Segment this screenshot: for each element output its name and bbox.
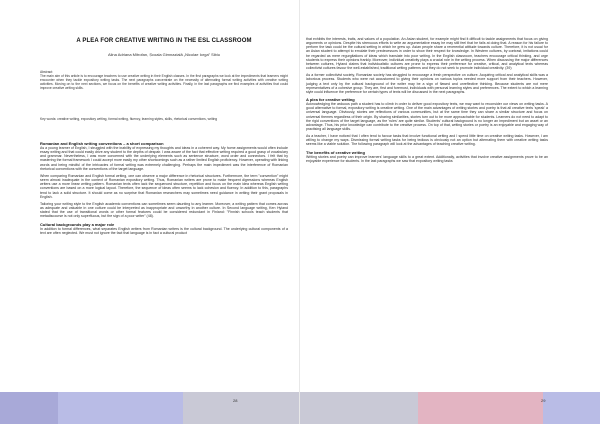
- paragraph: In addition to formal differences, what separates English writers from Romanian writers is the cultural background. The underlying cultural components of a text are often neglected. We must not ignore the fact that language is in fact a cultural product: [40, 226, 288, 235]
- paragraph: Writing stories and poetry can improve learners' language skills to a great extent. Additionally, activities that involve creative assignments prove to be an enjoyable experience for students. In the last paragraphs we saw that expository writing tasks: [306, 154, 548, 163]
- paragraph: When comparing Romanian and English formal writing, one can observe a major difference in rhetorical structures. Furthermore, the term "convention" might seem almost inadequate in the context of Romanian expository writing. Thus, Romanian writers are prone to make frequent digressions whereas English writers use a more linear writing pattern. Romanian texts often lack the sequenced structure, repetition and focus on the main idea whereas English writing conventions are based on a more logical layout. Therefore, the sequence of ideas often seems to lack cohesion and fluency. In addition to this, paragraphs tend to lack a solid structure. It should come as no surprise that Romanian researchers may sometimes need guidance in writing their grant proposals in English.: [40, 173, 288, 199]
- section-heading: Romanian and English writing conventions – a short comparison: [40, 141, 164, 146]
- author-line: Alina Adriana Mitrofan, Școala Gimnazială „Nicolae Iorga” Sibiu: [107, 52, 221, 57]
- paragraph: Acknowledging the arduous path a student has to climb in order to deliver good expository texts, we may want to reconsider our views on writing tasks. A good alternative to formal, expository writing is creative writing. One of the main advantages of writing stories and poetry is that all creative texts 'speak' a universal language. Obviously, stories are reflections of various communities, but at the same time they can share a similar structure and focus on universal themes regardless of their origin. By sharing similarities, stories turn out to be more approachable for students. Learners do not need to adapt to the rigid conventions of the target language, as the 'rules' are quite similar. Students' cultural background is no longer an impediment but an asset or an advantage. Thus, his prior knowledge can contribute to the creative process. On top of that, writing stories or poetry is an enjoyable and engaging way of practising all language skills.: [306, 102, 548, 131]
- page-gutter: [299, 0, 300, 424]
- section-heading: Cultural backgrounds play a major role: [40, 221, 115, 227]
- abstract-label: Abstract:: [40, 70, 54, 74]
- paragraph: As a young learner of English, I struggled with the inability of expressing my thoughts and ideas in a coherent way. My home assignments would often include essay writing and that could easily drive any student to the depths of despair. I was aware of the fact that effective writing required a good grasp of vocabulary and grammar. Nevertheless, I was more concerned with the underlying elements such as sentence structure, word order and connectors. I felt that by mastering the formal framework I could accept more easily my other shortcomings such as a rather limited English proficiency. However, operating with linking words and being mindful of the intricacies of formal writing was extremely challenging. Perhaps the main impediment was the interference of Romanian rhetorical conventions with the conventions of the target language.: [40, 146, 288, 171]
- paragraph: As a former collectivist society, Romanian society has struggled to encourage a fresh perspective on culture. Acquiring critical and analytical skills was a laborious process. Students who were not accustomed to giving their opinions on various topics needed more support from their teachers. However, judging a text only by the cultural background of the writer may be a sign of flawed and unreflective thinking. Because students are not mere representatives of a cohesive group. They are, first and foremost, individuals with personal learning styles and preferences. The extent to which a learning style could influence the preference for certain types of texts will be discussed in the next paragraphs.: [306, 73, 548, 94]
- abstract: [40, 71, 288, 91]
- footer-band: [183, 392, 299, 424]
- keywords: Key words: creative writing, expository writing, formal writing, fluency, learning styles, skills, rhetorical conventions, writing: [40, 117, 218, 121]
- section-heading: The benefits of creative writing: [306, 149, 365, 155]
- footer-band: [0, 392, 58, 424]
- footer-band: [543, 392, 600, 424]
- page-number-left: 28: [233, 398, 238, 403]
- page-number-right: 29: [541, 398, 546, 403]
- paragraph: Tailoring your writing style to the English academic conventions can sometimes seem daunting to any learner. Moreover, a writing pattern that comes across as adequate and valuable in one culture could be interpreted as inappropriate and unworthy in another culture. In Second language writing, Ken Hyland stated that the use of transitional words or other formal features could be considered redundant in Finland: "Finnish schools teach students that metadiscourse is not only superfluous, but the sign of a poor writer" (48).: [40, 201, 288, 219]
- footer-band: [418, 392, 546, 424]
- article-title: A PLEA FOR CREATIVE WRITING IN THE ESL CLASSROOM: [76, 38, 252, 44]
- footer-band: [300, 392, 418, 424]
- paragraph: As a teacher, I have noticed that I often tend to favour tasks that involve functional writing and I spend little time on creative writing tasks. However, I am willing to change my ways. Dismissing formal writing tasks for being tedious is obviously not an option but alternating them with creative writing tasks seems like a viable solution. The following paragraph will look at the advantages of teaching creative writing.: [306, 134, 548, 147]
- left-body-column: [40, 141, 288, 238]
- right-body-column: [306, 37, 548, 166]
- section-heading: A plea for creative writing: [306, 97, 355, 103]
- paragraph: that exhibits the interests, traits, and values of a population. An Asian student, for example might find it difficult to tackle assignments that focus on giving arguments or opinions. Despite his strenuous efforts to write an argumentative essay he may still feel that he fails at doing that. A reason for his failure to perform the task could be the cultural setting in which he grew up. Asian people share a reverential attitude towards culture. Therefore, it is not usual for an Asian student to attempt to emulate their predecessors in order to show their respect for knowledge. In Western cultures, by contrast, imitations could be regarded as mere regurgitations of ideas which translate into poor writing. In the English classroom, teachers encourage critical thinking, and urge students to express their opinions frankly. Moreover, individual creativity plays a crucial role in the writing process. When discussing the major differences between cultures, Hyland claims that individualistic cultures are prone to express their preference for creative, critical, and analytical texts whereas collectivist cultures favour the well-established, traditional writing patterns and they do not seek to promote individual creativity. (39): [306, 37, 548, 71]
- abstract-text: The main aim of this article is to encourage teachers to use creative writing in their English classes. In the first paragraphs we look at the impediments that learners might encounter when they tackle expository writing tasks. The next paragraphs concentrate on the necessity of alternating formal writing activities with creative writing activities. Moving on to the next sections, we focus on the benefits of creative writing activities. Finally, in the last paragraphs we find examples of activities that could improve creative writing skills.: [40, 73, 288, 90]
- footer-band: [58, 392, 183, 424]
